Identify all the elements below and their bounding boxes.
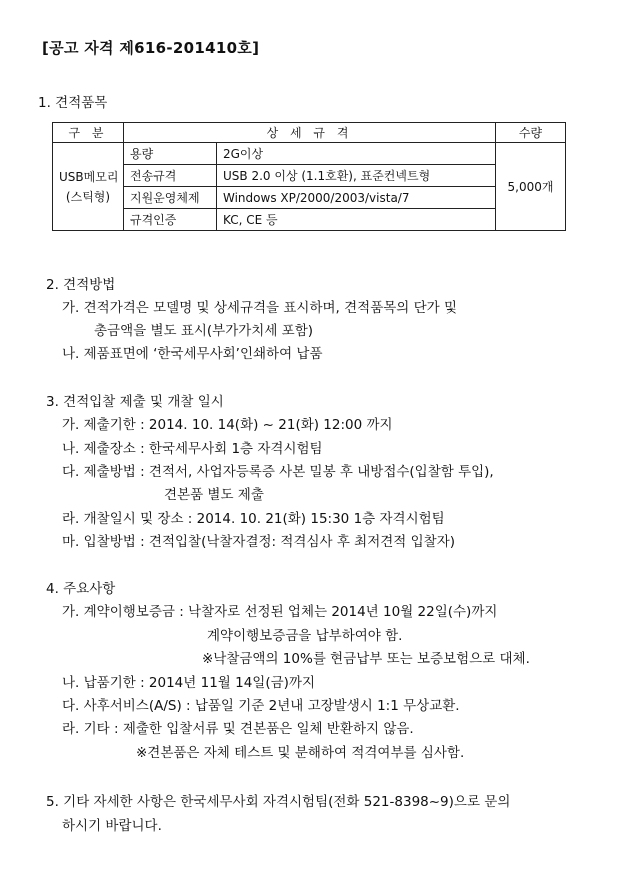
section-3-line: 마. 입찰방법 : 견적입찰(낙찰자결정: 적격심사 후 최저견적 입찰자) <box>62 534 456 550</box>
document-title: [공고 자격 제616-201410호] <box>42 39 260 57</box>
section-5-line: 하시기 바랍니다. <box>62 818 162 834</box>
table-row <box>53 209 566 231</box>
header-category: 구 분 <box>53 123 124 143</box>
section-4-line: 가. 계약이행보증금 : 낙찰자로 선정된 업체는 2014년 10월 22일(수)까지 <box>62 604 498 620</box>
item-name-cell <box>53 143 124 231</box>
spec-value: USB 2.0 이상 (1.1호환), 표준컨넥트형 <box>217 165 496 187</box>
section-4-heading: 4. 주요사항 <box>46 581 116 597</box>
section-2-heading: 2. 견적방법 <box>46 277 116 293</box>
section-4-line: 다. 사후서비스(A/S) : 납품일 기준 2년내 고장발생시 1:1 무상교환. <box>62 698 460 714</box>
section-4-note: ※낙찰금액의 10%를 현금납부 또는 보증보험으로 대체. <box>202 651 530 667</box>
header-quantity: 수량 <box>496 123 566 143</box>
section-3-line: 나. 제출장소 : 한국세무사회 1층 자격시험팀 <box>62 441 323 457</box>
section-2-line: 총금액을 별도 표시(부가가치세 포함) <box>94 323 314 339</box>
spec-value: 2G이상 <box>217 143 496 165</box>
item-name: USB메모리 <box>59 169 119 184</box>
spec-label: 용량 <box>124 143 217 165</box>
spec-table-header-row <box>53 123 566 143</box>
section-3-heading: 3. 견적입찰 제출 및 개찰 일시 <box>46 394 224 410</box>
table-row <box>53 143 566 165</box>
spec-value: Windows XP/2000/2003/vista/7 <box>217 187 496 209</box>
spec-table <box>52 122 566 231</box>
section-4-line: 라. 기타 : 제출한 입찰서류 및 견본품은 일체 반환하지 않음. <box>62 721 414 737</box>
spec-label: 지원운영체제 <box>124 187 217 209</box>
spec-label: 전송규격 <box>124 165 217 187</box>
section-4-line: 나. 납품기한 : 2014년 11월 14일(금)까지 <box>62 675 315 691</box>
section-3-line: 가. 제출기한 : 2014. 10. 14(화) ~ 21(화) 12:00 까지 <box>62 417 393 433</box>
section-2-line: 가. 견적가격은 모델명 및 상세규격을 표시하며, 견적품목의 단가 및 <box>62 300 458 316</box>
section-5-line: 5. 기타 자세한 사항은 한국세무사회 자격시험팀(전화 521-8398~9)으로 문의 <box>46 794 511 810</box>
quantity-cell: 5,000개 <box>496 143 566 231</box>
section-3-line: 라. 개찰일시 및 장소 : 2014. 10. 21(화) 15:30 1층 자격시험팀 <box>62 511 445 527</box>
section-3-line: 견본품 별도 제출 <box>164 487 264 503</box>
header-spec: 상 세 규 격 <box>124 123 496 143</box>
section-3-line: 다. 제출방법 : 견적서, 사업자등록증 사본 밀봉 후 내방접수(입찰함 투입), <box>62 464 494 480</box>
table-row <box>53 187 566 209</box>
item-type: (스틱형) <box>65 189 111 204</box>
spec-label: 규격인증 <box>124 209 217 231</box>
section-4-note: ※견본품은 자체 테스트 및 분해하여 적격여부를 심사함. <box>136 745 465 761</box>
spec-value: KC, CE 등 <box>217 209 496 231</box>
table-row <box>53 165 566 187</box>
section-2-line: 나. 제품표면에 ‘한국세무사회’인쇄하여 납품 <box>62 346 323 362</box>
section-1-heading: 1. 견적품목 <box>38 95 108 111</box>
section-4-line: 계약이행보증금을 납부하여야 함. <box>207 628 403 644</box>
